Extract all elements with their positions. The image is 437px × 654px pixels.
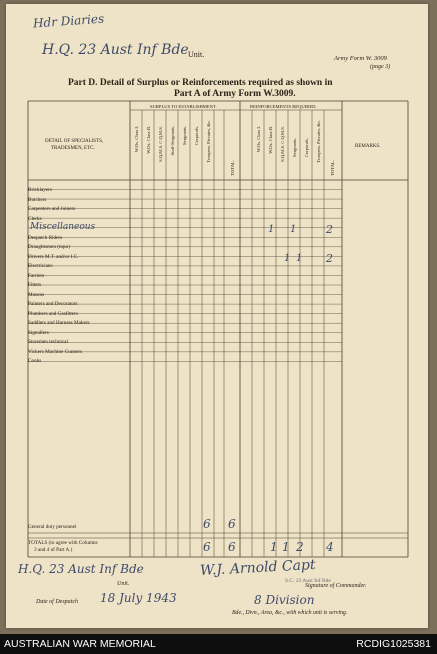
- totals-reinf-sergeants: 1: [270, 540, 278, 554]
- row-label: Fitters: [28, 282, 42, 288]
- unit-handwritten: H.Q. 23 Aust Inf Bde: [42, 42, 189, 58]
- col-s-sqms: S.Q.M.S. C.Q.M.S.: [158, 126, 163, 162]
- totals-reinf-total: 4: [326, 540, 334, 554]
- row-label: Carpenters and Joiners: [28, 206, 76, 212]
- row-label: Signallers: [28, 330, 49, 336]
- row-label: Plumbers and Gasfitters: [28, 311, 78, 317]
- totals-reinf-troopers: 2: [296, 540, 304, 554]
- col-s-total: TOTAL.: [230, 160, 235, 176]
- totals-label-line2: 3 and 4 of Part A.): [34, 547, 73, 553]
- misc-total-value: 2: [326, 223, 333, 236]
- general-duty-total-value: 6: [228, 517, 236, 531]
- signature-unit-label: Unit.: [117, 581, 130, 587]
- col-r-corporals: Corporals.: [304, 138, 309, 158]
- col-r-total: TOTAL.: [330, 160, 335, 176]
- totals-reinf-corporals: 1: [282, 540, 290, 554]
- col-r-wo1: W.Os. Class I.: [256, 126, 261, 153]
- totals-label-line1: TOTALS (to agree with Columns: [28, 540, 98, 546]
- archive-annotation: Hdr Diaries: [32, 11, 105, 31]
- col-r-sergeants: Sergeants.: [292, 138, 297, 157]
- totals-surplus-troopers: 6: [203, 540, 211, 554]
- row-handwritten-miscellaneous: Miscellaneous: [30, 222, 96, 232]
- col-s-wo1: W.Os. Class I.: [134, 126, 139, 153]
- row-label: Despatch Riders: [28, 235, 63, 241]
- col-r-sqms: S.Q.M.S. C.Q.M.S.: [280, 126, 285, 162]
- commander-signature: W.J. Arnold Capt: [199, 556, 316, 580]
- col-s-wo2: W.Os. Class II.: [146, 126, 151, 154]
- footer-institution: AUSTRALIAN WAR MEMORIAL: [4, 638, 156, 650]
- general-duty-label: General duty personnel: [28, 524, 77, 530]
- col-r-troopers: Troopers, Privates, &c.: [316, 120, 321, 163]
- row-label: Saddlers and Harness Makers: [28, 320, 90, 326]
- row-label: Masons: [28, 292, 45, 298]
- row-label: Electricians: [28, 263, 53, 269]
- form-reference: Army Form W. 3009: [334, 55, 387, 62]
- col-r-wo2: W.Os. Class II.: [268, 126, 273, 154]
- page-number: (page 3): [370, 64, 391, 70]
- row-label: Painters and Decorators: [28, 301, 78, 307]
- general-duty-troopers-value: 6: [203, 517, 211, 531]
- bde-label: Bde., Divn., Area, &c., with which unit is serving.: [232, 610, 348, 616]
- form-title-line2: Part A of Army Form W.3009.: [174, 89, 296, 99]
- surplus-header: SURPLUS TO ESTABLISHMENT.: [150, 104, 217, 109]
- row-label: Bricklayers: [28, 187, 52, 193]
- row-label: Draughtsmen (topo): [28, 244, 70, 250]
- row-label: Cooks: [28, 358, 42, 364]
- row-label: Vickers Machine Gunners: [28, 349, 83, 355]
- unit-stamp: S.C. 23 Aust Inf Bde: [285, 578, 331, 584]
- despatch-date: 18 July 1943: [100, 591, 177, 605]
- row-label: Clerks: [28, 216, 42, 222]
- form-title-line1: Part D. Detail of Surplus or Reinforcements required as shown in: [68, 78, 333, 88]
- row-label: Farriers: [28, 273, 45, 279]
- col-s-corporals: Corporals.: [194, 126, 199, 146]
- col-s-staff-sergeants: Staff-Sergeants.: [170, 126, 175, 156]
- signature-label: Signature of Commander.: [305, 583, 367, 589]
- row-label: Storemen technical: [28, 339, 68, 345]
- detail-header-line1: DETAIL OF SPECIALISTS,: [45, 139, 104, 144]
- reinforcements-header: REINFORCEMENTS REQUIRED.: [250, 104, 317, 109]
- detail-header-line2: TRADESMEN, ETC.: [51, 146, 95, 151]
- despatch-label: Date of Despatch: [36, 599, 78, 605]
- footer-item-id: RCDIG1025381: [356, 638, 431, 650]
- misc-corporals-value: 1: [290, 224, 297, 235]
- archive-footer: [0, 634, 437, 654]
- remarks-header: REMARKS.: [355, 144, 381, 149]
- col-s-sergeants: Sergeants.: [182, 126, 187, 145]
- row-label: Butchers: [28, 197, 47, 203]
- misc-sergeants-value: 1: [268, 224, 275, 235]
- totals-surplus-total: 6: [228, 540, 236, 554]
- unit-label: Unit.: [188, 50, 205, 59]
- drivers-corporals-value: 1: [284, 253, 291, 264]
- drivers-troopers-value: 1: [296, 253, 303, 264]
- division-handwritten: 8 Division: [254, 593, 315, 607]
- drivers-total-value: 2: [326, 252, 333, 265]
- row-label: Drivers M.T. and/or I.C.: [28, 254, 79, 260]
- signature-unit-handwritten: H.Q. 23 Aust Inf Bde: [18, 562, 144, 576]
- col-s-troopers: Troopers, Privates, &c.: [206, 120, 211, 163]
